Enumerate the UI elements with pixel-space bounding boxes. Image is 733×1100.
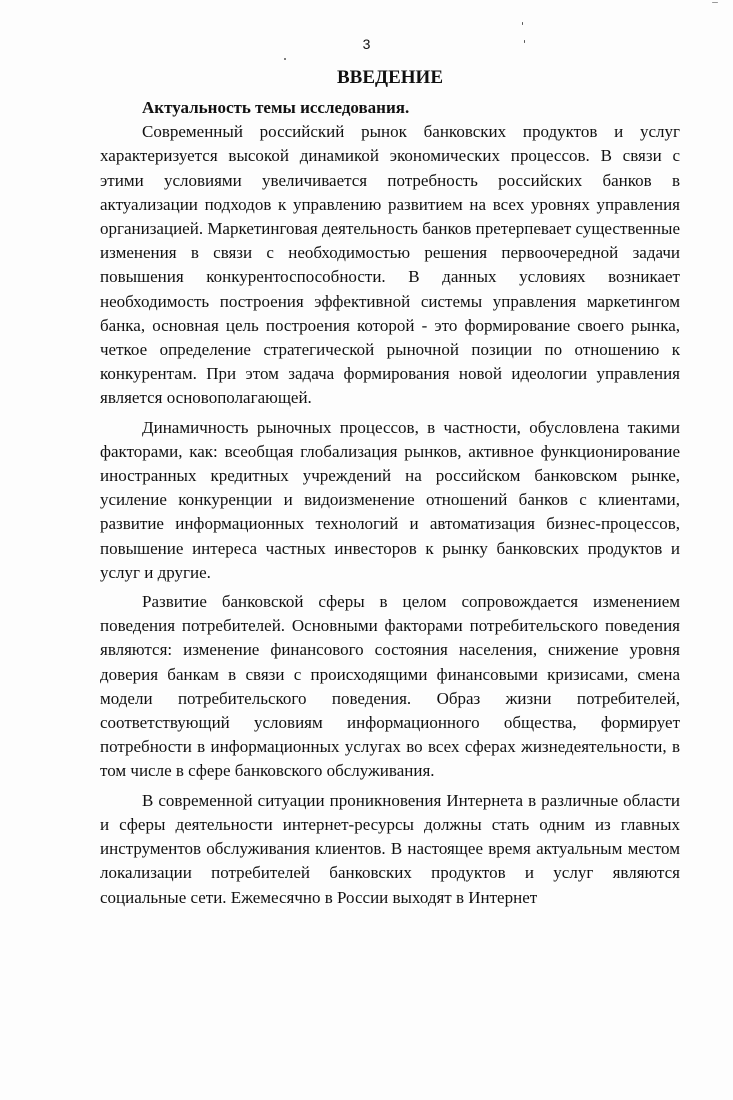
scan-speck [522, 22, 523, 25]
page-number: 3 [362, 36, 371, 52]
paragraph: Динамичность рыночных процессов, в частности, обусловлена такими факторами, как: всеобщая глобализация рынков, активное функционирование иностранных кредитных учреждений на российском банковском рынке, усиление конкуренции и видоизменение отношений банков с клиентами, развитие информационных технологий и автоматизация бизнес-процессов, повышение интереса частных инвесторов к рынку банковских продуктов и услуг и другие. [100, 417, 680, 582]
section-heading: ВВЕДЕНИЕ [337, 67, 443, 88]
scan-speck [284, 58, 286, 60]
scan-speck [524, 40, 525, 43]
scan-speck [712, 2, 718, 3]
paragraph: В современной ситуации проникновения Интернета в различные области и сферы деятельности интернет-ресурсы должны стать одним из главных инструментов обслуживания клиентов. В настоящее время актуальным местом локализации потребителей банковских продуктов и услуг являются социальные сети. Ежемесячно в России выходят в Интернет [100, 790, 680, 907]
subheading: Актуальность темы исследования. [142, 98, 410, 117]
paragraph: Современный российский рынок банковских продуктов и услуг характеризуется высокой динамикой экономических процессов. В связи с этими условиями увеличивается потребность российских банков в актуализации подходов к управлению развитием на всех уровнях управления организацией. Маркетинговая деятельность банков претерпевает существенные изменения в связи с необходимостью решения первоочередной задачи повышения конкурентоспособности. В данных условиях возникает необходимость построения эффективной системы управления маркетингом банка, основная цель построения которой - это формирование своего рынка, четкое определение стратегической рыночной позиции по отношению к конкурентам. При этом задача формирования новой идеологии управления является основополагающей. [100, 122, 680, 408]
paragraph: Развитие банковской сферы в целом сопровождается изменением поведения потребителей. Основными факторами потребительского поведения являются: изменение финансового состояния населения, снижение уровня доверия банкам в связи с происходящими финансовыми кризисами, смена модели потребительского поведения. Образ жизни потребителей, соответствующий условиям информационного общества, формирует потребности в информационных услугах во всех сферах жизнедеятельности, в том числе в сфере банковского обслуживания. [100, 592, 680, 781]
document-body [100, 66, 680, 915]
